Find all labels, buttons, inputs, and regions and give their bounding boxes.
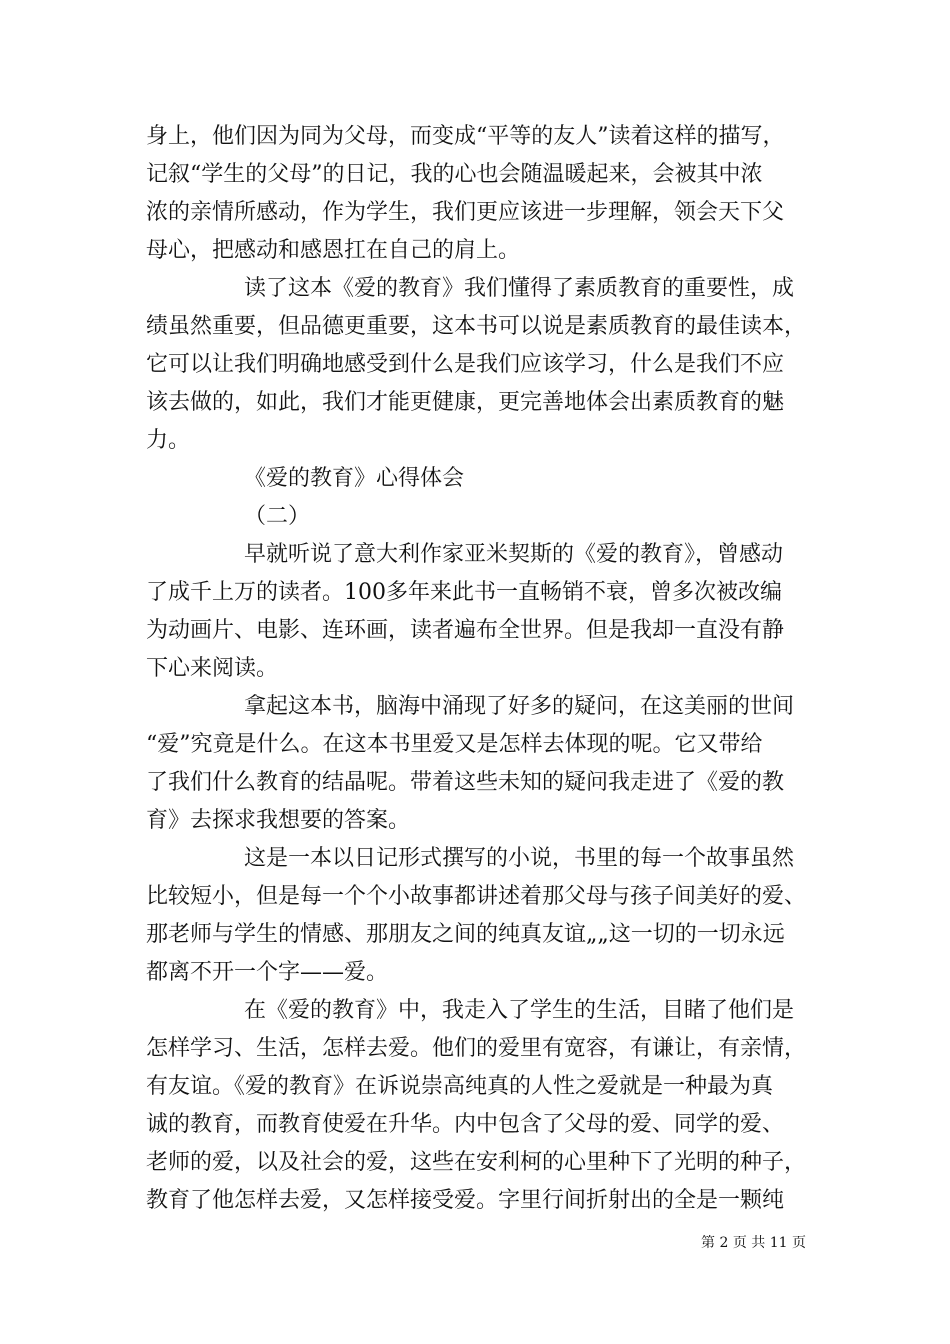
text-line: 该去做的，如此，我们才能更健康，更完善地体会出素质教育的魅 <box>146 390 785 415</box>
text-line: 了成千上万的读者。100多年来此书一直畅销不衰，曾多次被改编 <box>146 580 782 605</box>
page-number-footer: 第 2 页 共 11 页 <box>701 1235 806 1251</box>
text-line: 力。 <box>146 428 191 453</box>
paragraph-start-line: 在《爱的教育》中，我走入了学生的生活，目睹了他们是 <box>244 998 795 1023</box>
text-line: 母心，把感动和感恩扛在自己的肩上。 <box>146 238 521 263</box>
text-line: 身上，他们因为同为父母，而变成“平等的友人”读着这样的描写， <box>146 124 785 149</box>
text-line: 浓的亲情所感动，作为学生，我们更应该进一步理解，领会天下父 <box>146 200 785 225</box>
text-line: 它可以让我们明确地感受到什么是我们应该学习，什么是我们不应 <box>146 352 785 377</box>
paragraph-start-line: 这是一本以日记形式撰写的小说，书里的每一个故事虽然 <box>244 846 795 871</box>
text-line: 诚的教育，而教育使爱在升华。内中包含了父母的爱、同学的爱、 <box>146 1112 785 1137</box>
section-title: 《爱的教育》心得体会 <box>244 466 465 491</box>
text-line: 了我们什么教育的结晶呢。带着这些未知的疑问我走进了《爱的教 <box>146 770 785 795</box>
text-line: 有友谊。《爱的教育》在诉说崇高纯真的人性之爱就是一种最为真 <box>146 1074 774 1099</box>
text-line: 老师的爱，以及社会的爱，这些在安利柯的心里种下了光明的种子， <box>146 1150 807 1175</box>
paragraph-start-line: 早就听说了意大利作家亚米契斯的《爱的教育》，曾感动 <box>244 542 784 567</box>
text-line: 记叙“学生的父母”的日记，我的心也会随温暖起来，会被其中浓 <box>146 162 763 187</box>
text-line: 都离不开一个字——爱。 <box>146 960 389 985</box>
text-line: 绩虽然重要，但品德更重要，这本书可以说是素质教育的最佳读本， <box>146 314 807 339</box>
text-line: 育》去探求我想要的答案。 <box>146 808 411 833</box>
text-line: 下心来阅读。 <box>146 656 279 681</box>
text-line: 怎样学习、生活，怎样去爱。他们的爱里有宽容，有谦让，有亲情， <box>146 1036 807 1061</box>
text-line: 教育了他怎样去爱，又怎样接受爱。字里行间折射出的全是一颗纯 <box>146 1188 785 1213</box>
text-line: 那老师与学生的情感、那朋友之间的纯真友谊„„这一切的一切永远 <box>146 922 785 947</box>
text-line: “爱”究竟是什么。在这本书里爱又是怎样去体现的呢。它又带给 <box>146 732 763 757</box>
section-number: （二） <box>244 504 311 529</box>
text-line: 为动画片、电影、连环画，读者遍布全世界。但是我却一直没有静 <box>146 618 785 643</box>
paragraph-start-line: 读了这本《爱的教育》我们懂得了素质教育的重要性，成 <box>244 276 795 301</box>
paragraph-start-line: 拿起这本书，脑海中涌现了好多的疑问，在这美丽的世间 <box>244 694 795 719</box>
text-line: 比较短小，但是每一个个小故事都讲述着那父母与孩子间美好的爱、 <box>146 884 807 909</box>
